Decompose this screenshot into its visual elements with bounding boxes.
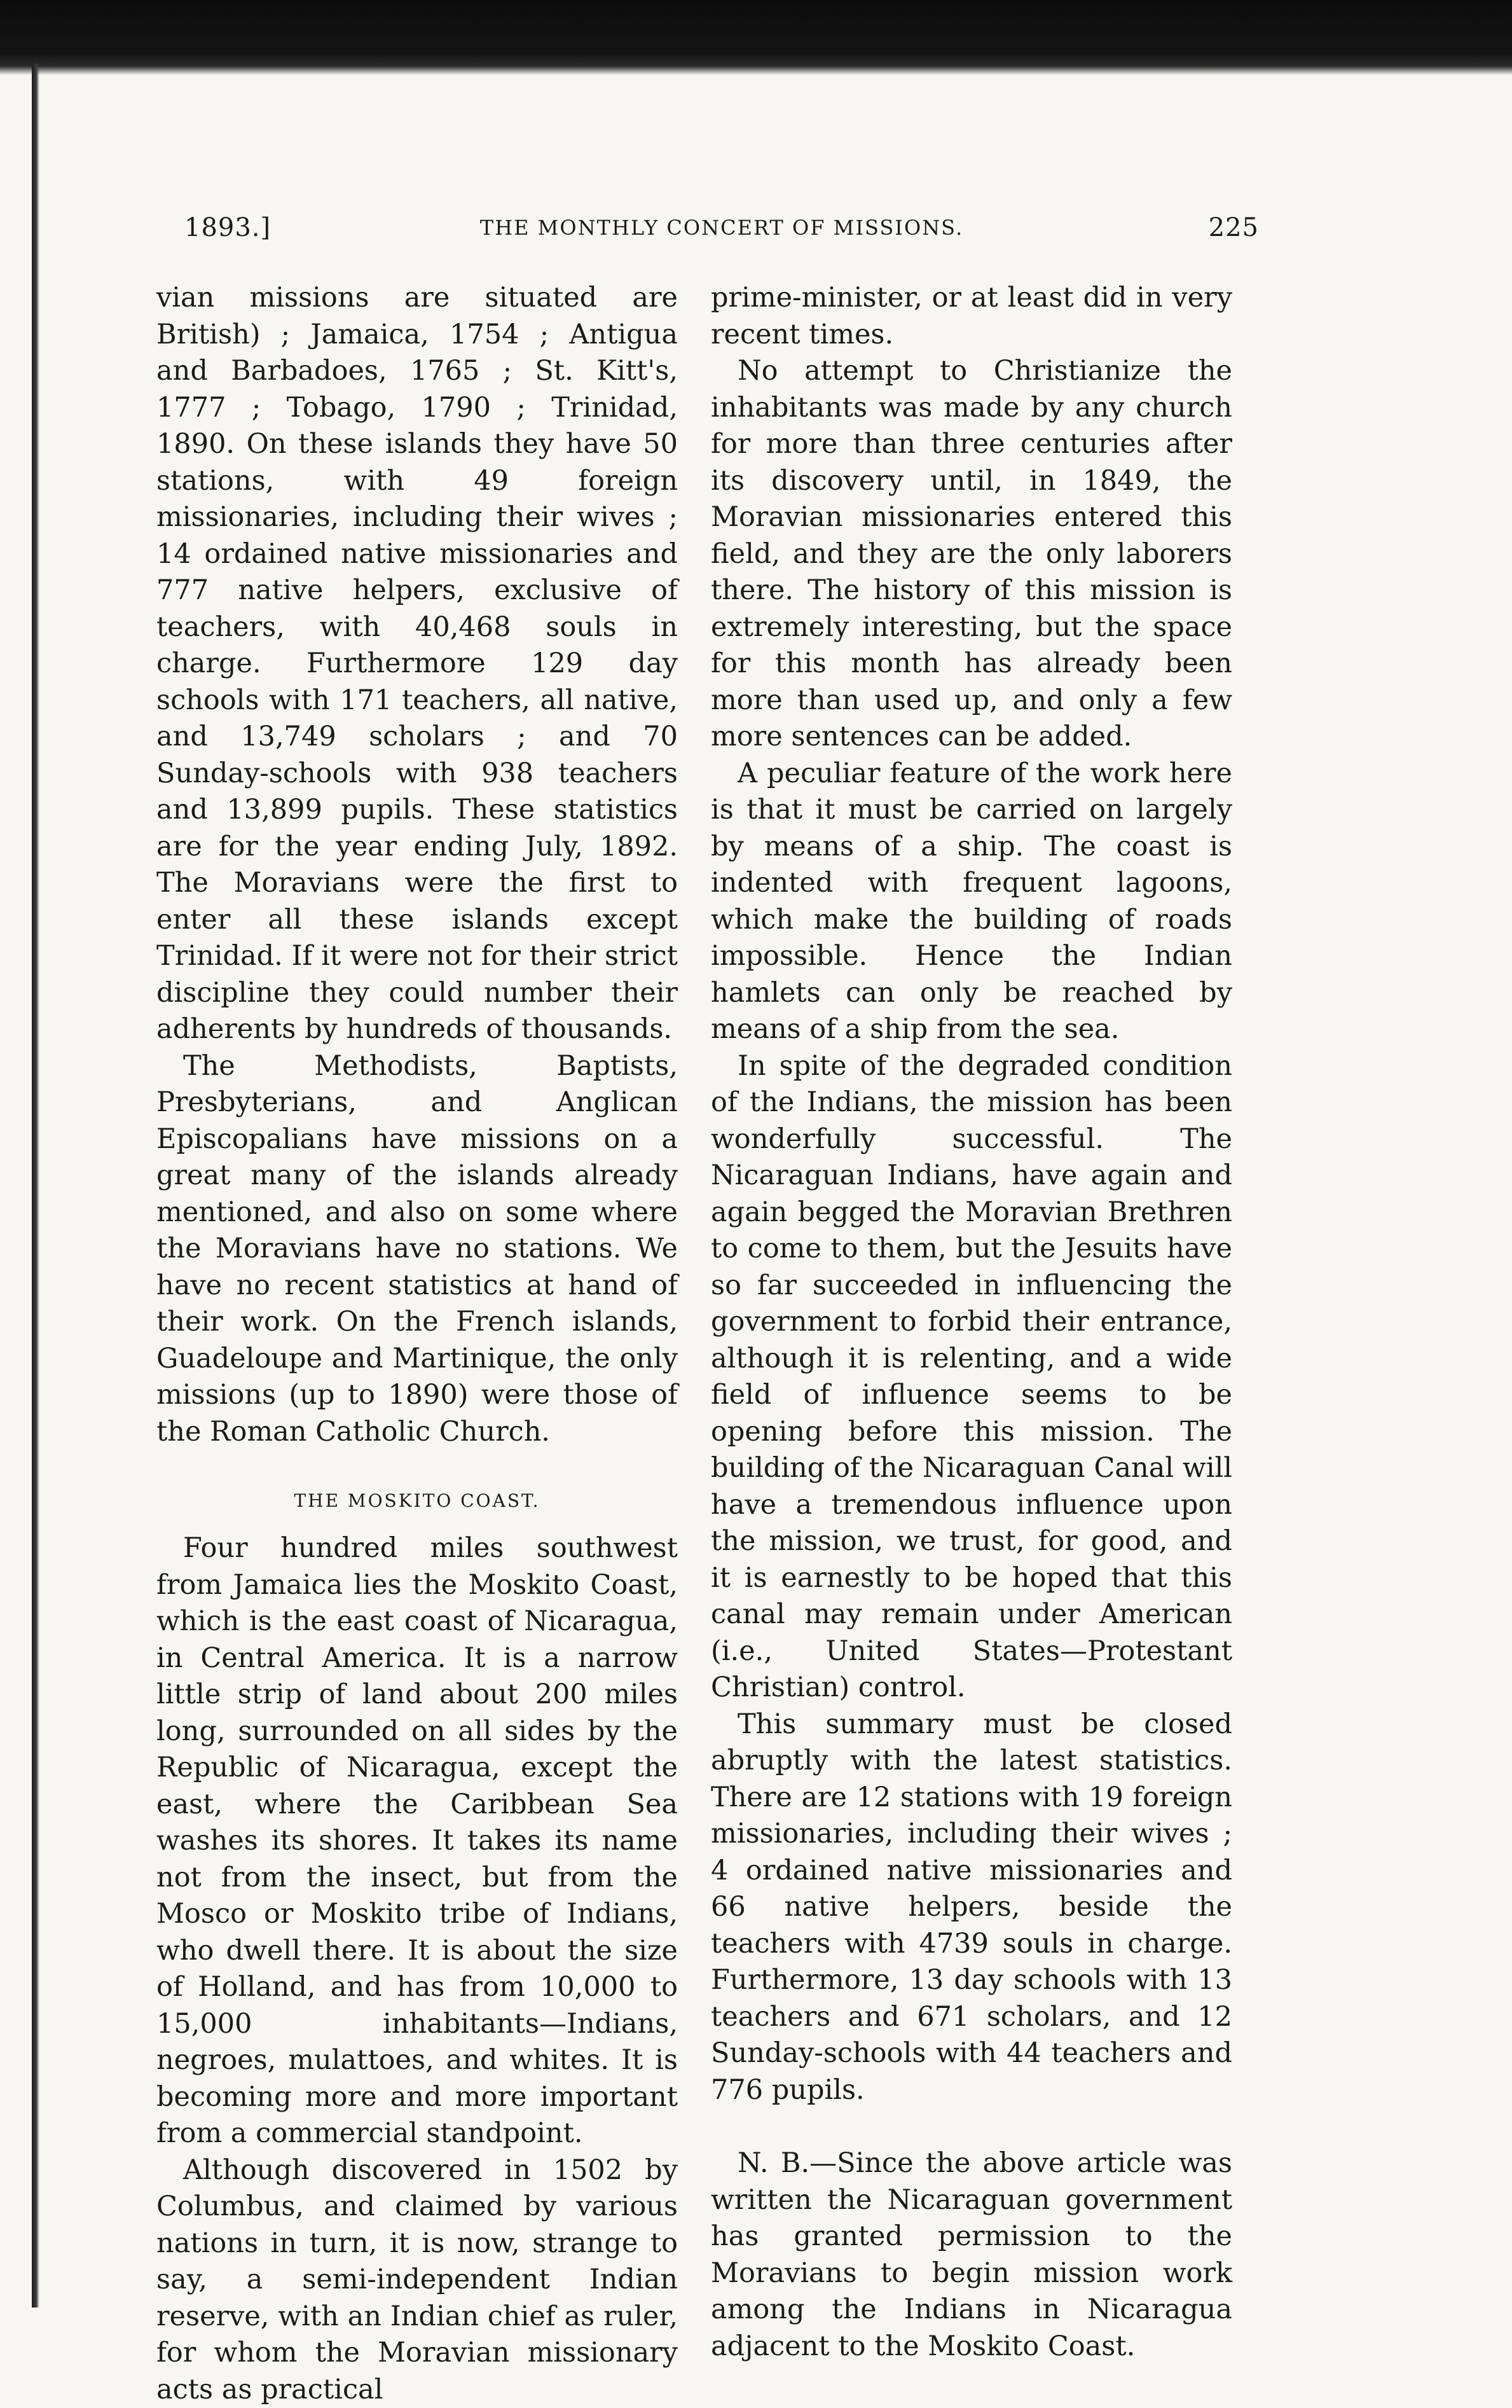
page-number: 225 — [1209, 213, 1259, 242]
header-title: THE MONTHLY CONCERT OF MISSIONS. — [184, 216, 1259, 240]
left-column — [156, 280, 678, 2408]
paragraph: In spite of the degraded condition of the Indians, the mission has been wonderfully successful. The Nicaraguan Indians, have again and again begged the Moravian Brethren to come to them, but the Jesuits have so far succeeded in influencing the government to forbid their entrance, although it is relenting, and a wide field of influence seems to be opening before this mission. The building of the Nicaraguan Canal will have a tremendous influence upon the mission, we trust, for good, and it is earnestly to be hoped that this canal may remain under American (i.e., United States—Protestant Christian) control. — [711, 1048, 1232, 1706]
right-column — [711, 280, 1232, 2365]
paragraph: This summary must be closed abruptly with the latest statistics. There are 12 stations with 19 foreign missionaries, including their wives ; 4 ordained native missionaries and 66 native helpers, beside the teachers with 4739 souls in charge. Furthermore, 13 day schools with 13 teachers and 671 scholars, and 12 Sunday-schools with 44 teachers and 776 pupils. — [711, 1706, 1232, 2109]
paragraph: prime-minister, or at least did in very recent times. — [711, 280, 1232, 353]
paragraph: No attempt to Christianize the inhabitants was made by any church for more than three centuries after its discovery until, in 1849, the Moravian missionaries entered this field, and they are the only laborers there. The history of this mission is extremely interesting, but the space for this month has already been more than used up, and only a few more sentences can be added. — [711, 353, 1232, 756]
running-head — [184, 213, 1259, 251]
paragraph: A peculiar feature of the work here is that it must be carried on largely by means of a ship. The coast is indented with frequent lagoons, which make the building of roads impossible. Hence the Indian hamlets can only be reached by means of a ship from the sea. — [711, 756, 1232, 1048]
section-heading: THE MOSKITO COAST. — [156, 1488, 678, 1514]
footnote-paragraph: N. B.—Since the above article was written the Nicaraguan government has granted permission to the Moravians to begin mission work among the Indians in Nicaragua adjacent to the Moskito Coast. — [711, 2145, 1232, 2365]
paragraph: The Methodists, Baptists, Presbyterians, and Anglican Episcopalians have missions on a great many of the islands already mentioned, and also on some where the Moravians have no stations. We have no recent statistics at hand of their work. On the French islands, Guadeloupe and Martinique, the only missions (up to 1890) were those of the Roman Catholic Church. — [156, 1048, 678, 1451]
scan-border-left — [32, 64, 39, 2308]
scan-border-top — [0, 0, 1512, 75]
paragraph: vian missions are situated are British) ; Jamaica, 1754 ; Antigua and Barbadoes, 1765 ; St. Kitt's, 1777 ; Tobago, 1790 ; Trinidad, 1890. On these islands they have 50 stations, with 49 foreign missionaries, including their wives ; 14 ordained native missionaries and 777 native helpers, exclusive of teachers, with 40,468 souls in charge. Furthermore 129 day schools with 171 teachers, all native, and 13,749 scholars ; and 70 Sunday-schools with 938 teachers and 13,899 pupils. These statistics are for the year ending July, 1892. The Moravians were the first to enter all these islands except Trinidad. If it were not for their strict discipline they could number their adherents by hundreds of thousands. — [156, 280, 678, 1048]
header-year: 1893.] — [184, 213, 271, 242]
paragraph: Four hundred miles southwest from Jamaica lies the Moskito Coast, which is the east coast of Nicaragua, in Central America. It is a narrow little strip of land about 200 miles long, surrounded on all sides by the Republic of Nicaragua, except the east, where the Caribbean Sea washes its shores. It takes its name not from the insect, but from the Mosco or Moskito tribe of Indians, who dwell there. It is about the size of Holland, and has from 10,000 to 15,000 inhabitants—Indians, negroes, mulattoes, and whites. It is becoming more and more important from a commercial standpoint. — [156, 1530, 678, 2152]
paragraph: Although discovered in 1502 by Columbus, and claimed by various nations in turn, it is now, strange to say, a semi-independent Indian reserve, with an Indian chief as ruler, for whom the Moravian missionary acts as practical — [156, 2152, 678, 2408]
